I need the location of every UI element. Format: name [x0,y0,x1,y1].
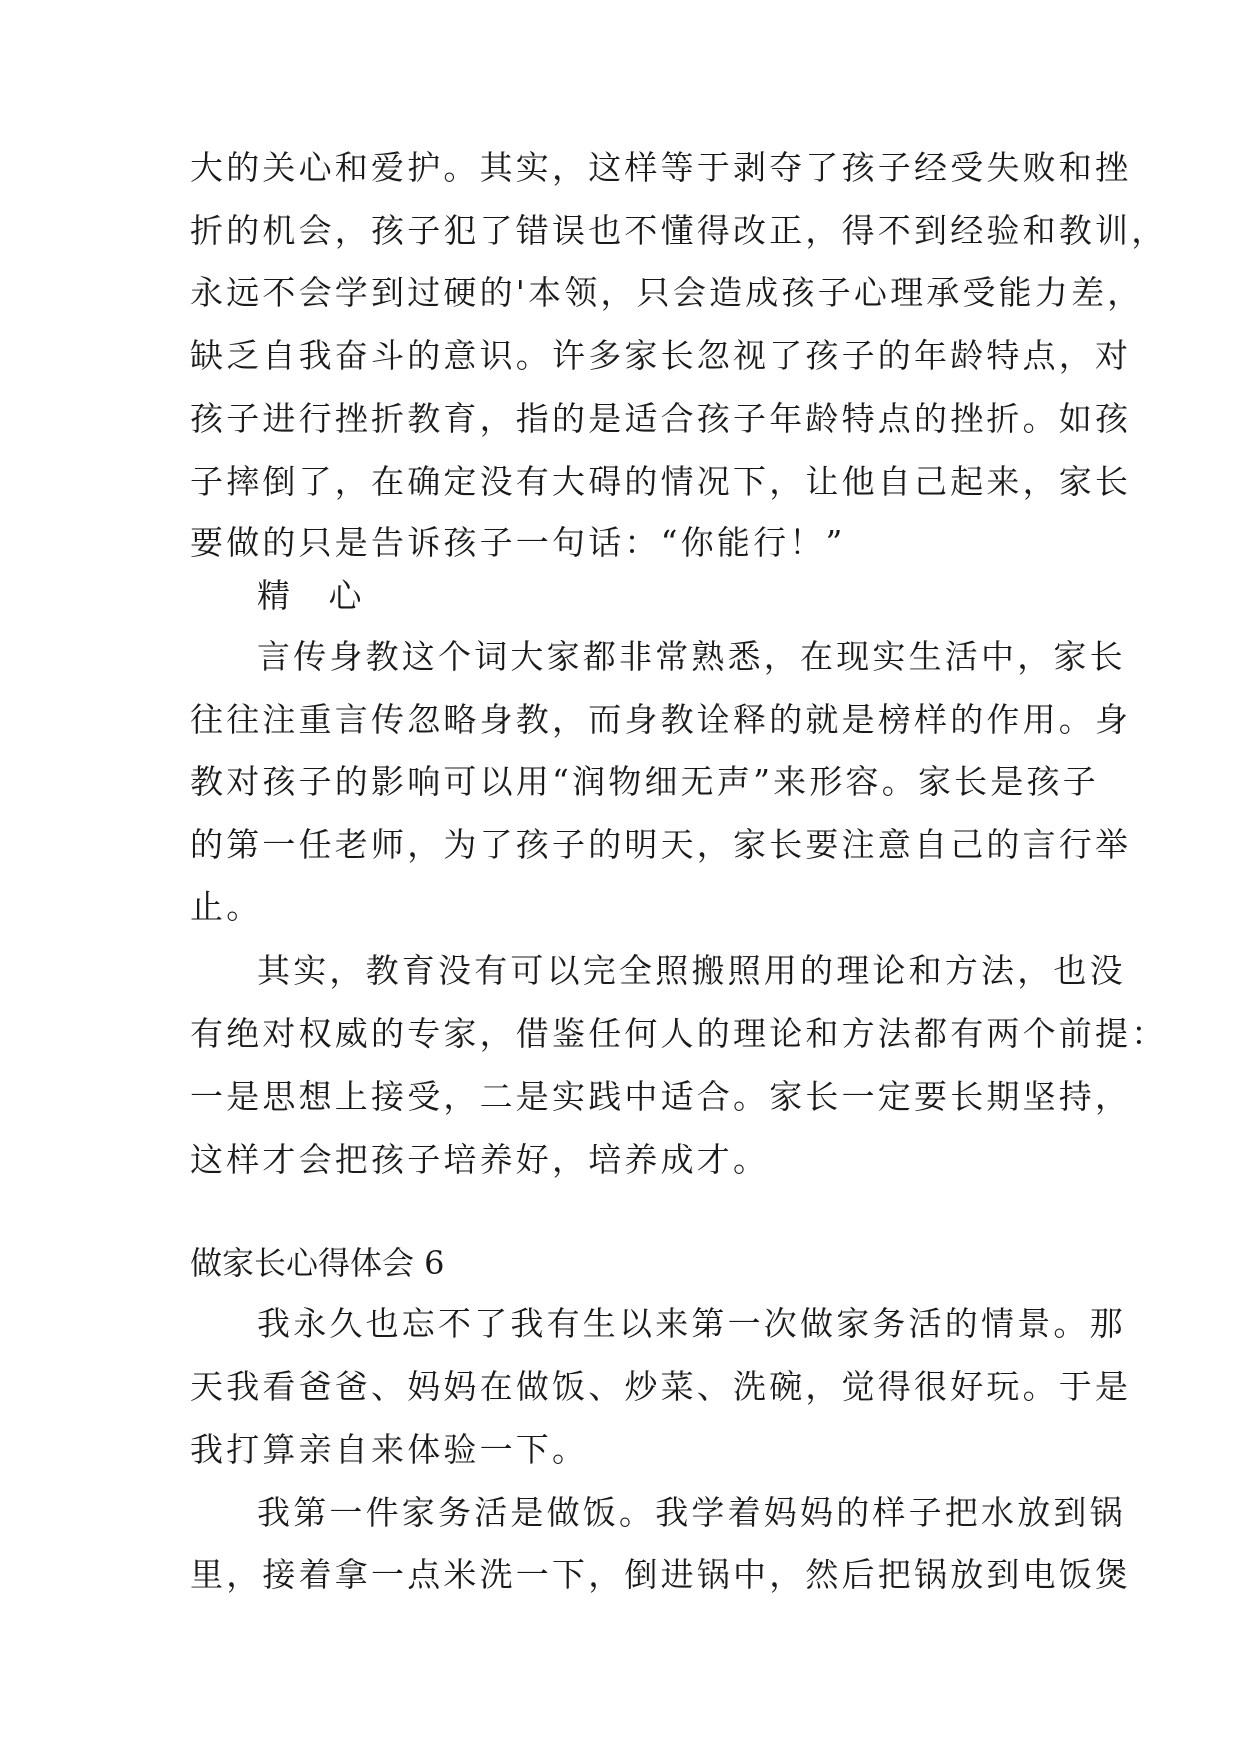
paragraph-line: 我永久也忘不了我有生以来第一次做家务活的情景。那 [257,1304,1126,1343]
paragraph-line: 我第一件家务活是做饭。我学着妈妈的样子把水放到锅 [257,1493,1126,1532]
paragraph-line: 里，接着拿一点米洗一下，倒进锅中，然后把锅放到电饭煲 [190,1555,1132,1594]
paragraph-line: 这样才会把孩子培养好，培养成才。 [190,1140,770,1179]
paragraph-line: 永远不会学到过硬的'本领，只会造成孩子心理承受能力差， [190,273,1144,312]
paragraph-line: 折的机会，孩子犯了错误也不懂得改正，得不到经验和教训， [190,211,1168,250]
paragraph-line: 子摔倒了，在确定没有大碍的情况下，让他自己起来，家长 [190,462,1132,501]
paragraph-line: 的第一任老师，为了孩子的明天，家长要注意自己的言行举 [190,825,1132,864]
paragraph-line: 止。 [190,887,263,926]
paragraph-line: 其实，教育没有可以完全照搬照用的理论和方法，也没 [257,951,1126,990]
subheading: 精 心 [257,576,376,615]
paragraph-line: 孩子进行挫折教育，指的是适合孩子年龄特点的挫折。如孩 [190,399,1132,438]
paragraph-line: 我打算亲自来体验一下。 [190,1430,589,1469]
paragraph-line: 要做的只是告诉孩子一句话：“你能行！” [190,523,846,562]
paragraph-line: 往往注重言传忽略身教，而身教诠释的就是榜样的作用。身 [190,700,1132,739]
section-title: 做家长心得体会 6 [190,1244,445,1282]
paragraph-line: 缺乏自我奋斗的意识。许多家长忽视了孩子的年龄特点，对 [190,336,1132,375]
paragraph-line: 天我看爸爸、妈妈在做饭、炒菜、洗碗，觉得很好玩。于是 [190,1367,1132,1406]
paragraph-line: 言传身教这个词大家都非常熟悉，在现实生活中，家长 [257,637,1126,676]
paragraph-line: 大的关心和爱护。其实，这样等于剥夺了孩子经受失败和挫 [190,148,1132,187]
paragraph-line: 教对孩子的影响可以用“润物细无声”来形容。家长是孩子 [190,762,1099,801]
paragraph-line: 有绝对权威的专家，借鉴任何人的理论和方法都有两个前提： [190,1014,1168,1053]
paragraph-line: 一是思想上接受，二是实践中适合。家长一定要长期坚持， [190,1077,1132,1116]
